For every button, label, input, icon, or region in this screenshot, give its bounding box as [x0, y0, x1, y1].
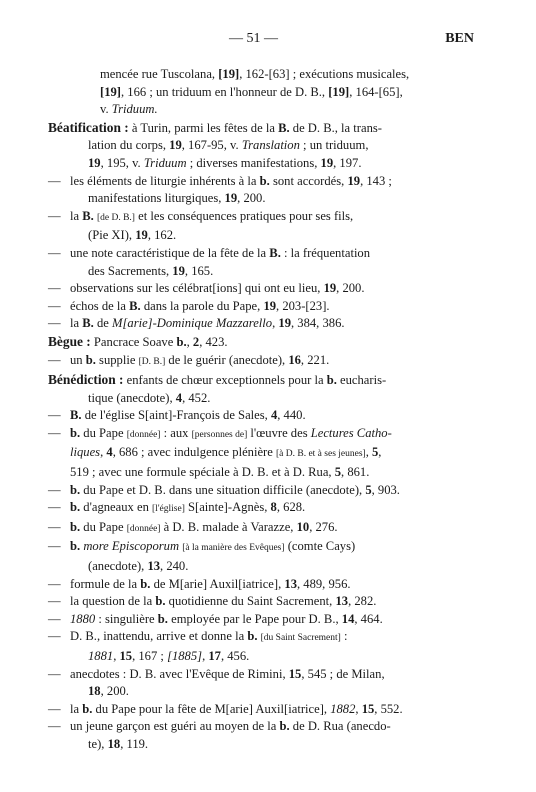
entry-text: (Pie XI),: [88, 228, 136, 243]
entry-text: du Pape: [80, 519, 127, 534]
entry-text: la question de la: [70, 594, 156, 609]
entry-text: mencée rue Tuscolana,: [100, 67, 219, 81]
index-line: [48, 371, 478, 390]
entry-text: , 167-95, v.: [181, 138, 242, 153]
entry-text: employée par le Pape pour D. B.,: [167, 611, 342, 626]
entry-text: , 276.: [309, 519, 338, 534]
bold-reference: b.: [70, 539, 81, 554]
bold-reference: b.: [176, 334, 187, 349]
entry-dash: —: [48, 208, 61, 223]
entry-text: , 545 ; de Milan,: [301, 666, 385, 681]
entry-text: , 489, 956.: [296, 576, 351, 591]
bold-reference: 19: [320, 155, 334, 170]
entry-text: , 195, v.: [100, 155, 144, 170]
bold-reference: b.: [70, 482, 81, 497]
italic-text: 1880: [70, 611, 96, 626]
entry-text: ,: [100, 445, 107, 460]
bold-reference: B.: [129, 298, 141, 313]
entry-dash: —: [48, 298, 61, 313]
index-line: [48, 208, 478, 228]
entry-dash: —: [48, 500, 61, 515]
bold-reference: b.: [82, 701, 93, 716]
entry-text: ; diverses manifestations,: [186, 155, 321, 170]
entry-text: , 197.: [333, 155, 362, 170]
entry-text: , 686 ; avec indulgence plénière: [112, 445, 276, 460]
entry-text: tique (anecdote),: [88, 390, 176, 405]
editorial-note: [donnée]: [126, 523, 161, 534]
bold-reference: 4: [106, 445, 113, 460]
entry-text: : singulière: [95, 611, 158, 626]
entry-text: quotidienne du Saint Sacrement,: [165, 594, 336, 609]
entry-text: ; un triduum,: [299, 138, 369, 153]
bold-reference: b.: [157, 611, 168, 626]
bold-reference: 18: [88, 684, 101, 699]
italic-text: Lectures Catho-: [310, 425, 392, 440]
entry-text: les éléments de liturgie inhérents à la: [70, 173, 260, 188]
entry-text: de l'église S[aint]-François de Sales,: [81, 408, 271, 423]
bold-reference: 4: [270, 408, 278, 423]
running-head: BEN: [445, 31, 474, 46]
entry-text: sont accordés,: [269, 173, 348, 188]
index-line: [48, 538, 478, 558]
entry-text: , 143 ;: [360, 173, 392, 188]
bold-reference: 19: [135, 228, 148, 243]
index-line: [48, 173, 478, 191]
entry-text: de M[arie] Auxil[iatrice],: [150, 576, 285, 591]
index-line: [48, 119, 478, 138]
index-line: [48, 333, 478, 352]
page-header: [0, 30, 536, 50]
bold-reference: 19: [278, 316, 291, 331]
bold-reference: 8: [270, 500, 277, 515]
entry-text: , 282.: [348, 594, 377, 609]
entry-dash: —: [48, 173, 61, 188]
bold-reference: 13: [147, 559, 161, 574]
entry-text: , 164-[65],: [349, 84, 403, 99]
bold-reference: 19: [323, 281, 337, 296]
index-line: [48, 390, 478, 408]
italic-text: M[arie]-Dominique Mazzarello: [112, 316, 273, 331]
entry-text: ,: [186, 334, 193, 349]
index-line: [48, 482, 478, 500]
entry-dash: —: [48, 482, 61, 497]
bold-reference: b.: [326, 373, 337, 388]
index-line: [48, 718, 478, 736]
entry-text: d'agneaux en: [80, 500, 153, 515]
entry-text: l'œuvre des: [247, 425, 311, 440]
entry-dash: —: [48, 519, 61, 534]
entry-heading: Béatification :: [48, 119, 129, 135]
entry-dash: —: [48, 425, 61, 440]
entry-dash: —: [48, 719, 61, 734]
index-column: [48, 66, 478, 754]
bold-reference: B.: [269, 245, 281, 260]
entry-text: , 162-[63] ; exécutions musicales,: [239, 67, 410, 81]
bold-reference: b.: [70, 425, 81, 440]
entry-text: ,: [202, 649, 209, 663]
bold-reference: 19: [224, 191, 238, 206]
bold-reference: 19: [347, 173, 361, 188]
index-line: [48, 190, 478, 208]
index-line: [48, 519, 478, 539]
entry-dash: —: [48, 611, 61, 626]
entry-text: une note caractéristique de la fête de la: [70, 245, 270, 260]
index-line: [48, 558, 478, 576]
entry-text: , 440.: [277, 408, 306, 423]
bold-reference: 16: [288, 352, 301, 367]
entry-text: ,: [113, 649, 120, 663]
entry-text: 519 ; avec une formule spéciale à D. B. et à D. Rua,: [70, 465, 335, 480]
italic-text: 1882: [330, 701, 356, 716]
bold-reference: 15: [361, 701, 375, 716]
entry-heading: Bénédiction :: [48, 372, 124, 388]
index-line: [48, 683, 478, 701]
entry-text: , 203-[23].: [276, 298, 330, 313]
entry-text: , 552.: [374, 701, 403, 716]
entry-text: , 423.: [199, 334, 228, 349]
index-line: [48, 611, 478, 629]
entry-text: , 166 ; un triduum en l'honneur de D. B.,: [120, 84, 329, 99]
italic-text: Triduum.: [111, 102, 158, 117]
index-line: [48, 701, 478, 719]
entry-text: , 452.: [182, 390, 211, 405]
entry-text: la: [70, 316, 83, 331]
bold-reference: B.: [82, 316, 94, 331]
entry-text: :: [340, 629, 348, 644]
entry-text: formule de la: [70, 576, 141, 591]
bold-reference: 15: [288, 666, 302, 681]
bold-reference: b.: [259, 173, 270, 188]
index-line: [48, 227, 478, 245]
entry-dash: —: [48, 576, 61, 591]
index-line: [48, 263, 478, 281]
bold-reference: 17: [208, 649, 221, 663]
bold-reference: 13: [335, 594, 349, 609]
entry-text: ,: [272, 316, 279, 331]
bold-reference: 19: [172, 263, 185, 278]
entry-text: la: [70, 701, 83, 716]
index-line: [48, 298, 478, 316]
entry-text: , 167 ;: [132, 649, 168, 663]
bold-reference: 19: [88, 155, 101, 170]
index-line: [48, 464, 478, 482]
entry-text: , 165.: [184, 263, 214, 278]
index-line: [48, 499, 478, 519]
index-line: [48, 245, 478, 263]
entry-text: , 119.: [120, 736, 149, 751]
bold-reference: 14: [341, 611, 355, 626]
italic-text: 1881: [88, 649, 114, 663]
entry-text: te),: [88, 736, 108, 751]
entry-text: de D. B., la trans-: [289, 120, 382, 135]
editorial-note: [de D. B.]: [96, 212, 135, 223]
entry-text: lation du corps,: [88, 138, 170, 153]
entry-text: anecdotes : D. B. avec l'Evêque de Rimini,: [70, 666, 289, 681]
bold-reference: 13: [284, 576, 297, 591]
entry-text: ,: [365, 445, 372, 460]
editorial-note: [personnes de]: [191, 429, 248, 440]
index-line: [48, 425, 478, 445]
index-line: [48, 576, 478, 594]
entry-dash: —: [48, 629, 61, 644]
index-line: [48, 648, 478, 666]
entry-text: , 200.: [237, 191, 266, 206]
entry-text: observations sur les célébrat[ions] qui ont eu lieu,: [70, 281, 324, 296]
page-number: — 51 —: [229, 31, 278, 46]
editorial-note: [donnée]: [126, 429, 161, 440]
bold-reference: b.: [70, 519, 81, 534]
entry-text: enfants de chœur exceptionnels pour la: [123, 373, 327, 388]
entry-text: , 464.: [354, 611, 383, 626]
entry-text: un: [70, 352, 86, 367]
bold-reference: 2: [192, 334, 200, 349]
editorial-note: [l'église]: [152, 504, 185, 515]
entry-text: : aux: [160, 425, 192, 440]
italic-text: liques: [70, 445, 101, 460]
bold-reference: b.: [70, 500, 81, 515]
entry-heading: Bègue :: [48, 333, 91, 349]
index-line: [48, 101, 478, 119]
bold-reference: B.: [82, 208, 94, 223]
entry-dash: —: [48, 352, 61, 367]
index-line: [48, 444, 478, 464]
entry-text: un jeune garçon est guéri au moyen de la: [70, 719, 280, 734]
index-line: [48, 66, 478, 84]
entry-text: à D. B. malade à Varazze,: [160, 519, 297, 534]
bold-reference: 10: [296, 519, 310, 534]
entry-text: (comte Cays): [284, 539, 356, 554]
index-line: [48, 155, 478, 173]
entry-text: , 200.: [336, 281, 365, 296]
index-line: [48, 593, 478, 611]
entry-text: , 861.: [341, 465, 370, 480]
entry-text: Pancrace Soave: [90, 334, 177, 349]
entry-dash: —: [48, 408, 61, 423]
bold-reference: 18: [107, 736, 121, 751]
entry-text: D. B., inattendu, arrive et donne la: [70, 629, 248, 644]
entry-text: ,: [355, 701, 362, 716]
entry-text: des Sacrements,: [88, 263, 173, 278]
entry-text: la: [70, 208, 83, 223]
entry-dash: —: [48, 539, 61, 554]
entry-text: v.: [100, 102, 112, 117]
index-line: [48, 628, 478, 648]
bold-reference: b.: [140, 576, 151, 591]
entry-text: , 456.: [220, 649, 250, 663]
italic-text: Translation: [241, 138, 300, 153]
bold-reference: [19]: [218, 67, 240, 81]
entry-text: et les conséquences pratiques pour ses fils,: [134, 208, 354, 223]
index-line: [48, 137, 478, 155]
entry-text: du Pape et D. B. dans une situation difficile (anecdote),: [80, 482, 366, 497]
entry-text: , 903.: [371, 482, 400, 497]
entry-text: : la fréquentation: [280, 245, 371, 260]
entry-text: de: [93, 316, 112, 331]
bold-reference: [19]: [328, 84, 350, 99]
bold-reference: 19: [263, 298, 277, 313]
entry-text: ,: [378, 445, 382, 460]
bold-reference: [19]: [100, 84, 121, 99]
entry-text: , 240.: [160, 559, 189, 574]
bold-reference: b.: [247, 629, 258, 644]
bold-reference: b.: [279, 719, 290, 734]
bold-reference: b.: [155, 594, 166, 609]
bold-reference: 15: [119, 649, 133, 663]
editorial-note: [D. B.]: [138, 356, 166, 367]
entry-text: (anecdote),: [88, 559, 148, 574]
bold-reference: b.: [85, 352, 96, 367]
entry-text: S[ainte]-Agnès,: [184, 500, 271, 515]
bold-reference: 5: [365, 482, 372, 497]
entry-text: , 628.: [276, 500, 306, 515]
italic-text: [1885]: [167, 649, 203, 663]
italic-text: more Episcoporum: [83, 539, 180, 554]
entry-text: dans la parole du Pape,: [140, 298, 264, 313]
entry-text: supplie: [95, 352, 139, 367]
entry-text: , 200.: [100, 684, 129, 699]
entry-text: eucharis-: [336, 373, 387, 388]
index-line: [48, 280, 478, 298]
entry-text: de D. Rua (anecdo-: [289, 719, 391, 734]
editorial-note: [du Saint Sacrement]: [260, 633, 341, 644]
index-line: [48, 407, 478, 425]
editorial-note: [à D. B. et à ses jeunes]: [276, 449, 366, 460]
entry-text: , 384, 386.: [290, 316, 345, 331]
index-line: [48, 315, 478, 333]
bold-reference: B.: [70, 408, 82, 423]
entry-text: , 162.: [147, 228, 177, 243]
entry-text: manifestations liturgiques,: [88, 191, 225, 206]
entry-text: de le guérir (anecdote),: [165, 352, 289, 367]
entry-dash: —: [48, 245, 61, 260]
index-line: [48, 666, 478, 684]
index-line: [48, 736, 478, 754]
bold-reference: 5: [372, 445, 379, 460]
entry-dash: —: [48, 594, 61, 609]
entry-text: à Turin, parmi les fêtes de la: [128, 120, 279, 135]
index-line: [48, 84, 478, 102]
entry-text: échos de la: [70, 298, 130, 313]
entry-text: , 221.: [300, 352, 330, 367]
entry-text: du Pape pour la fête de M[arie] Auxil[iatrice],: [92, 701, 331, 716]
entry-dash: —: [48, 281, 61, 296]
entry-text: du Pape: [80, 425, 127, 440]
editorial-note: [à la manière des Evêques]: [182, 543, 285, 554]
bold-reference: 5: [334, 465, 342, 480]
bold-reference: 19: [169, 138, 182, 153]
entry-dash: —: [48, 316, 61, 331]
italic-text: Triduum: [143, 155, 187, 170]
index-line: [48, 352, 478, 372]
entry-dash: —: [48, 701, 61, 716]
bold-reference: 4: [175, 390, 183, 405]
bold-reference: B.: [278, 120, 290, 135]
entry-dash: —: [48, 666, 61, 681]
